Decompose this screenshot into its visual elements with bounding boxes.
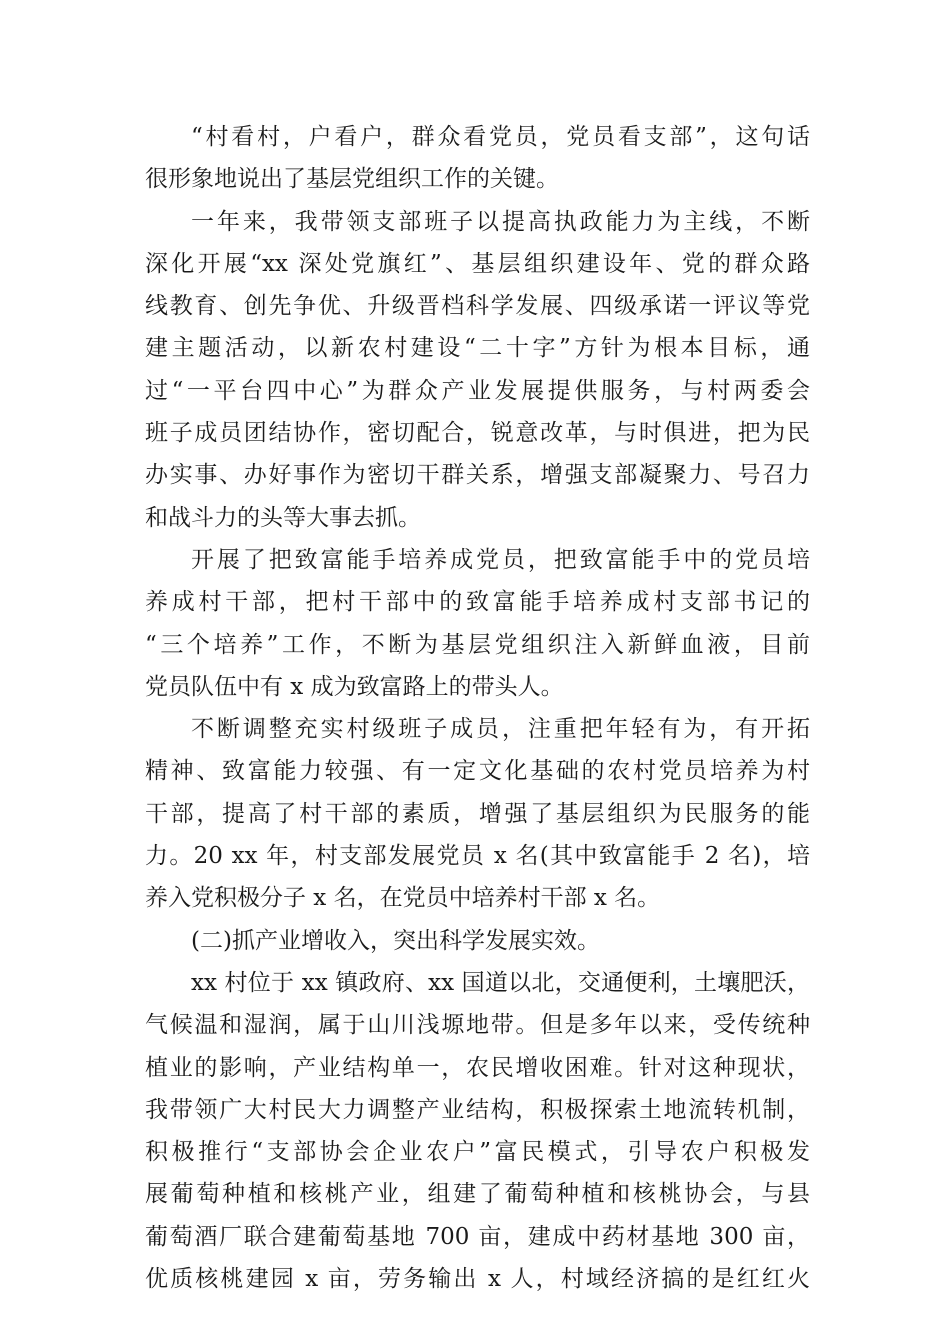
text-line: 植业的影响，产业结构单一，农民增收困难。针对这种现状， — [145, 1054, 810, 1081]
text-line: 干部，提高了村干部的素质，增强了基层组织为民服务的能 — [145, 800, 810, 827]
document-body — [145, 116, 810, 1300]
text-line: 办实事、办好事作为密切干群关系，增强支部凝聚力、号召力 — [145, 462, 810, 489]
text-line: 很形象地说出了基层党组织工作的关键。 — [145, 166, 559, 193]
text-line: 我带领广大村民大力调整产业结构，积极探索土地流转机制， — [145, 1096, 810, 1123]
text-line: 力。20 xx 年，村支部发展党员 x 名(其中致富能手 2 名)，培 — [145, 843, 810, 870]
text-line: “村看村，户看户，群众看党员，党员看支部”，这句话 — [191, 124, 810, 150]
text-line: 过“一平台四中心”为群众产业发展提供服务，与村两委会 — [145, 377, 810, 404]
text-line: (二)抓产业增收入，突出科学发展实效。 — [191, 927, 600, 954]
text-line: 开展了把致富能手培养成党员，把致富能手中的党员培 — [191, 546, 810, 573]
text-line: 葡萄酒厂联合建葡萄基地 700 亩，建成中药材基地 300 亩， — [145, 1223, 810, 1250]
paragraph — [145, 201, 810, 539]
text-line: 气候温和湿润，属于山川浅塬地带。但是多年以来，受传统种 — [145, 1012, 810, 1039]
text-line: 优质核桃建园 x 亩，劳务输出 x 人，村域经济搞的是红红火 — [145, 1266, 810, 1293]
text-line: 积极推行“支部协会企业农户”富民模式，引导农户积极发 — [145, 1139, 810, 1166]
text-line: 线教育、创先争优、升级晋档科学发展、四级承诺一评议等党 — [145, 293, 810, 320]
paragraph — [145, 708, 810, 919]
text-line: 不断调整充实村级班子成员，注重把年轻有为，有开拓 — [191, 716, 810, 743]
text-line: 养成村干部，把村干部中的致富能手培养成村支部书记的 — [145, 589, 810, 616]
text-line: 班子成员团结协作，密切配合，锐意改革，与时俱进，把为民 — [145, 420, 810, 447]
paragraph — [145, 962, 810, 1300]
text-line: 建主题活动，以新农村建设“二十字”方针为根本目标，通 — [145, 335, 810, 362]
text-line: 展葡萄种植和核桃产业，组建了葡萄种植和核桃协会，与县 — [145, 1181, 810, 1208]
text-line: “三个培养”工作，不断为基层党组织注入新鲜血液，目前 — [145, 631, 810, 658]
text-line: 一年来，我带领支部班子以提高执政能力为主线，不断 — [191, 208, 810, 235]
text-line: 党员队伍中有 x 成为致富路上的带头人。 — [145, 673, 564, 700]
paragraph — [145, 116, 810, 201]
text-line: 精神、致富能力较强、有一定文化基础的农村党员培养为村 — [145, 758, 810, 785]
text-line: xx 村位于 xx 镇政府、xx 国道以北，交通便利，土壤肥沃， — [191, 969, 810, 996]
text-line: 和战斗力的头等大事去抓。 — [145, 504, 421, 531]
text-line: 养入党积极分子 x 名，在党员中培养村干部 x 名。 — [145, 885, 661, 912]
text-line: 深化开展“xx 深处党旗红”、基层组织建设年、党的群众路 — [145, 250, 810, 277]
paragraph — [145, 539, 810, 708]
section-heading — [145, 920, 810, 962]
